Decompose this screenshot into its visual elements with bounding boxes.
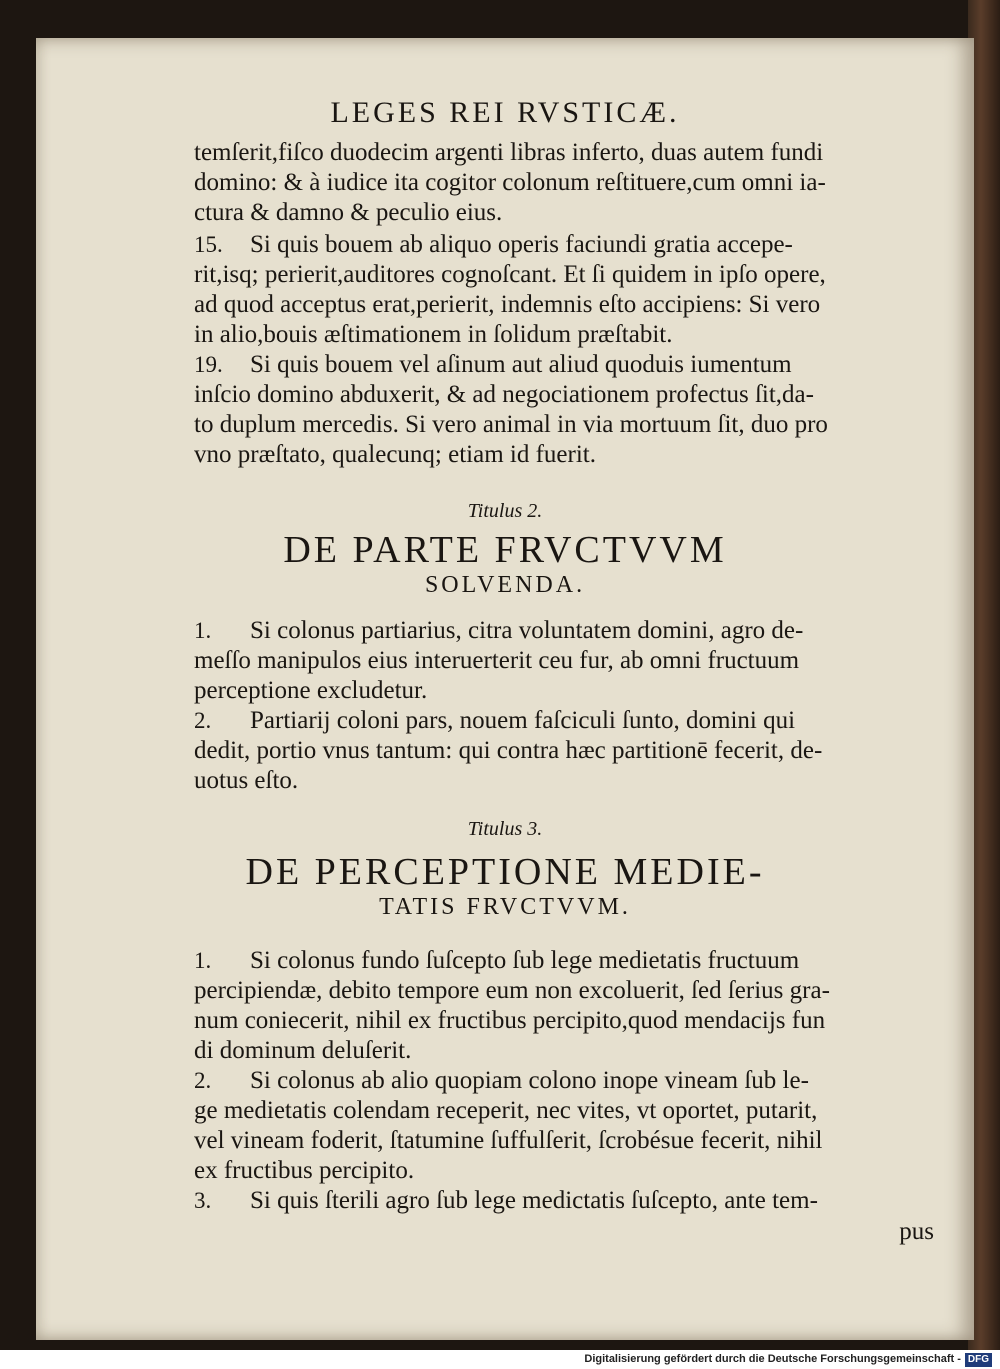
text-line: to duplum mercedis. Si vero animal in via mortuum ſit, duo pro [194,411,828,438]
text-line: ctura & damno & peculio eius. [194,199,503,226]
titulus-label: Titulus 2. [467,500,543,522]
section-heading: DE PARTE FRVCTVVM [283,529,727,571]
item-number: 1. [194,618,212,643]
text-line: Si colonus ab alio quopiam colono inope vineam ſub le- [250,1067,809,1094]
text-line: ge medietatis colendam receperit, nec vites, vt oportet, putarit, [194,1097,818,1124]
book-page [36,38,974,1340]
text-line: Si quis bouem vel aſinum aut aliud quoduis iumentum [250,351,792,378]
item-number: 1. [194,948,212,973]
catchword: pus [899,1218,934,1245]
text-line: uotus eſto. [194,767,299,794]
text-line: temſerit,fiſco duodecim argenti libras inferto, duas autem fundi [194,139,824,166]
item-number: 3. [194,1188,212,1213]
item-number: 19. [194,352,223,377]
digitization-footer [0,1350,1000,1369]
text-line: rit,isq; perierit,auditores cognoſcant. Et ſi quidem in ipſo opere, [194,261,826,288]
item-number: 2. [194,1068,212,1093]
text-line: domino: & à iudice ita cogitor colonum reſtituere,cum omni ia- [194,169,826,196]
footer-text: Digitalisierung gefördert durch die Deutsche Forschungsgemeinschaft - [584,1353,961,1365]
text-line: vno præſtato, qualecunq; etiam id fuerit. [194,441,596,468]
intro-paragraph [194,138,914,228]
dfg-logo: DFG [965,1353,992,1367]
text-line: Si quis bouem ab aliquo operis faciundi gratia accepe- [250,231,793,258]
item-number: 2. [194,708,212,733]
law-item [194,706,914,796]
text-line: Si colonus fundo ſuſcepto ſub lege medietatis fructuum [250,947,800,974]
text-line: vel vineam foderit, ſtatumine ſuffulſerit, ſcrobésue fecerit, nihil [194,1127,823,1154]
text-line: di dominum deluſerit. [194,1037,412,1064]
text-line: Si quis ſterili agro ſub lege medictatis ſuſcepto, ante tem- [250,1187,818,1214]
law-item [194,616,914,706]
item-number: 15. [194,232,223,257]
section-heading: DE PERCEPTIONE MEDIE- [245,851,765,893]
text-line: perceptione excludetur. [194,677,428,704]
text-line: percipiendæ, debito tempore eum non excoluerit, ſed ſerius gra- [194,977,830,1004]
text-line: num coniecerit, nihil ex fructibus percipito,quod mendacijs fun [194,1007,826,1034]
text-line: dedit, portio vnus tantum: qui contra hæc partitionē fecerit, de- [194,737,823,764]
text-line: Si colonus partiarius, citra voluntatem domini, agro de- [250,617,804,644]
running-head: LEGES REI RVSTICÆ. [330,96,680,129]
section-subheading: SOLVENDA. [424,572,586,598]
law-item [194,350,914,470]
law-item [194,230,914,350]
text-line: in alio,bouis æſtimationem in ſolidum præſtabit. [194,321,673,348]
text-line: ex fructibus percipito. [194,1157,415,1184]
law-item [194,1186,914,1216]
text-line: Partiarij coloni pars, nouem faſciculi ſunto, domini qui [250,707,796,734]
law-item [194,946,914,1066]
law-item [194,1066,914,1186]
section-subheading: TATIS FRVCTVVM. [379,894,631,920]
text-line: inſcio domino abduxerit, & ad negociationem profectus ſit,da- [194,381,814,408]
titulus-label: Titulus 3. [467,818,543,840]
text-line: ad quod acceptus erat,perierit, indemnis eſto accipiens: Si vero [194,291,821,318]
text-line: meſſo manipulos eius interuerterit ceu fur, ab omni fructuum [194,647,800,674]
